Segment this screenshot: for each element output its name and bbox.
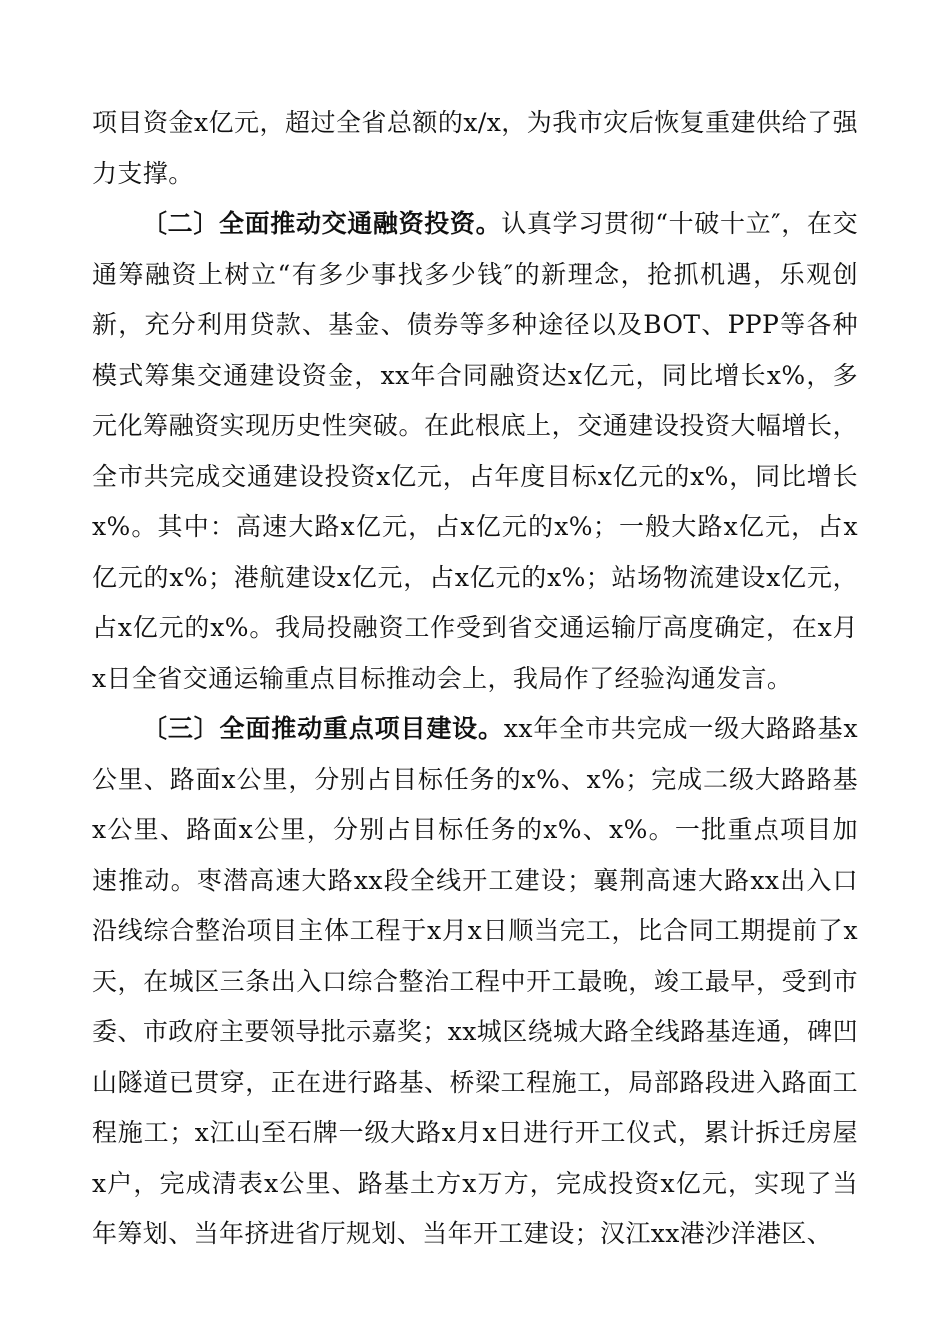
document-body bbox=[92, 98, 858, 1260]
paragraph-text: 项目资金x亿元，超过全省总额的x/x，为我市灾后恢复重建供给了强力支撑。 bbox=[92, 108, 858, 188]
section-heading-financing: 〔二〕全面推动交通融资投资。 bbox=[142, 209, 502, 238]
paragraph-text: xx年全市共完成一级大路路基x公里、路面x公里，分别占目标任务的x%、x%；完成二级大路路基x公里、路面x公里，分别占目标任务的x%、x%。一批重点项目加速推动。枣潜高速大路xx段全线开工建设；襄荆高速大路xx出入口沿线综合整治项目主体工程于x月x日顺当完工，比合同工期提前了x天，在城区三条出入口综合整治工程中开工最晚，竣工最早，受到市委、市政府主要领导批示嘉奖；xx城区绕城大路全线路基连通，碑凹山隧道已贯穿，正在进行路基、桥梁工程施工，局部路段进入路面工程施工；x江山至石牌一级大路x月x日进行开工仪式，累计拆迁房屋x户，完成清表x公里、路基土方x万方，完成投资x亿元，实现了当年筹划、当年挤进省厅规划、当年开工建设；汉江xx港沙洋港区、 bbox=[92, 714, 858, 1248]
paragraph-key-projects bbox=[92, 704, 858, 1260]
paragraph-financing bbox=[92, 199, 858, 704]
section-heading-key-projects: 〔三〕全面推动重点项目建设。 bbox=[142, 714, 504, 743]
paragraph-text: 认真学习贯彻“十破十立″，在交通筹融资上树立“有多少事找多少钱″的新理念，抢抓机遇，乐观创新，充分利用贷款、基金、债券等多种途径以及BOT、PPP等各种模式筹集交通建设资金，xx年合同融资达x亿元，同比增长x%，多元化筹融资实现历史性突破。在此根底上，交通建设投资大幅增长，全市共完成交通建设投资x亿元，占年度目标x亿元的x%，同比增长x%。其中：高速大路x亿元，占x亿元的x%；一般大路x亿元，占x亿元的x%；港航建设x亿元，占x亿元的x%；站场物流建设x亿元，占x亿元的x%。我局投融资工作受到省交通运输厅高度确定，在x月x日全省交通运输重点目标推动会上，我局作了经验沟通发言。 bbox=[92, 209, 858, 693]
paragraph-continuation bbox=[92, 98, 858, 199]
